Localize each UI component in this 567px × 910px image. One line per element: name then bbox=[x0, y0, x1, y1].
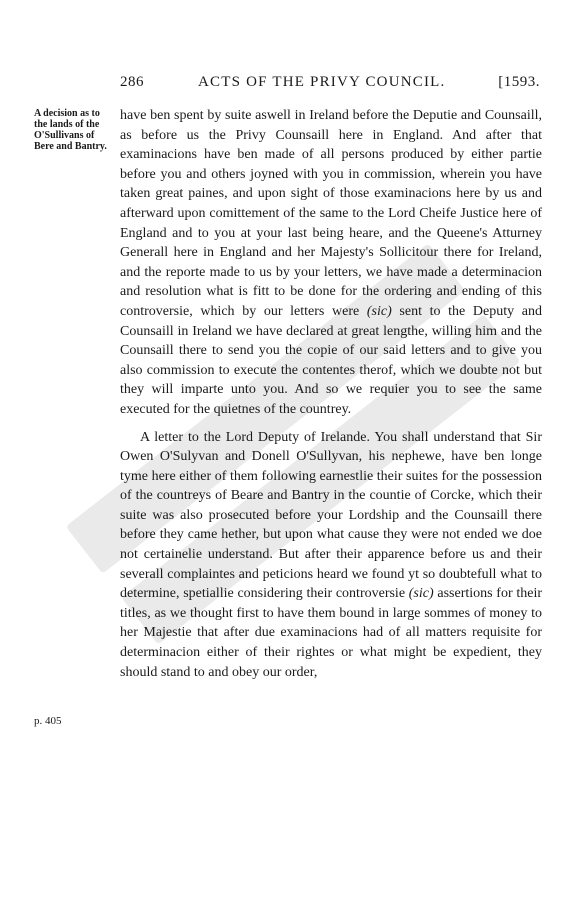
paragraph-text: A letter to the Lord Deputy of Irelande. You shall understand that Sir Owen O'Sulyvan and Donell O'Sullyvan, his nephewe, have ben longe tyme here either of them following earnestlie their suites for the possession of the countreys of Beare and Bantry in the countie of Corcke, which their suite was also prosecuted before your Lordship and the Counsaill there before they came hether, but upon what cause they were not ended we doe not certainelie understand. But after their apparence before us and their severall complaintes and peticions heard we found yt so doubtefull what to determine, spetiallie considering their controversie bbox=[120, 429, 542, 602]
body-text bbox=[120, 106, 542, 682]
page-number: 286 bbox=[120, 74, 144, 90]
running-header bbox=[120, 74, 540, 94]
margin-note-topic: A decision as to the lands of the O'Sullivans of Bere and Bantry. bbox=[34, 108, 107, 152]
running-title: ACTS OF THE PRIVY COUNCIL. bbox=[198, 74, 446, 90]
header-year: [1593. bbox=[498, 74, 540, 90]
paragraph-text: sent to the Deputy and Counsaill in Ireland we have declared at great lengthe, willing him and the Counsaill there to send you the copie of our said letters and to give you also commission to execute the contentes therof, which we doubte not but they will imparte unto you. And so we requier you to see the same executed for the quietnes of the countrey. bbox=[120, 303, 542, 417]
sic-marker: (sic) bbox=[408, 586, 434, 602]
margin-note-page-ref: p. 405 bbox=[34, 715, 62, 727]
sic-marker: (sic) bbox=[366, 303, 392, 319]
paragraph bbox=[120, 106, 542, 420]
paragraph-text: have ben spent by suite aswell in Ireland before the Deputie and Counsaill, as before us the Privy Counsaill here in England. And after that examinacions have ben made of all persons produced by either partie before you and others joyned with you in commission, wherein you have taken great paines, and upon sight of those examinacions here by us and afterward upon comittement of the same to the Lord Cheife Justice here of England and to you at your last being heare, and the Queene's Atturney Generall here in England and her Majesty's Sollicitour there for Ireland, and the reporte made to us by your letters, we have made a determinacion and resolution what is fitt to be done for the ordering and ending of this controversie, which by our letters were bbox=[120, 108, 542, 319]
paragraph bbox=[120, 428, 542, 683]
paragraph-text: assertions for their titles, as we thought first to have them bound in large sommes of money to her Majestie that after due examinacions had of all matters requisite for determinacion either of their rightes or what might be expedient, they should stand to and obey our order, bbox=[120, 586, 542, 680]
